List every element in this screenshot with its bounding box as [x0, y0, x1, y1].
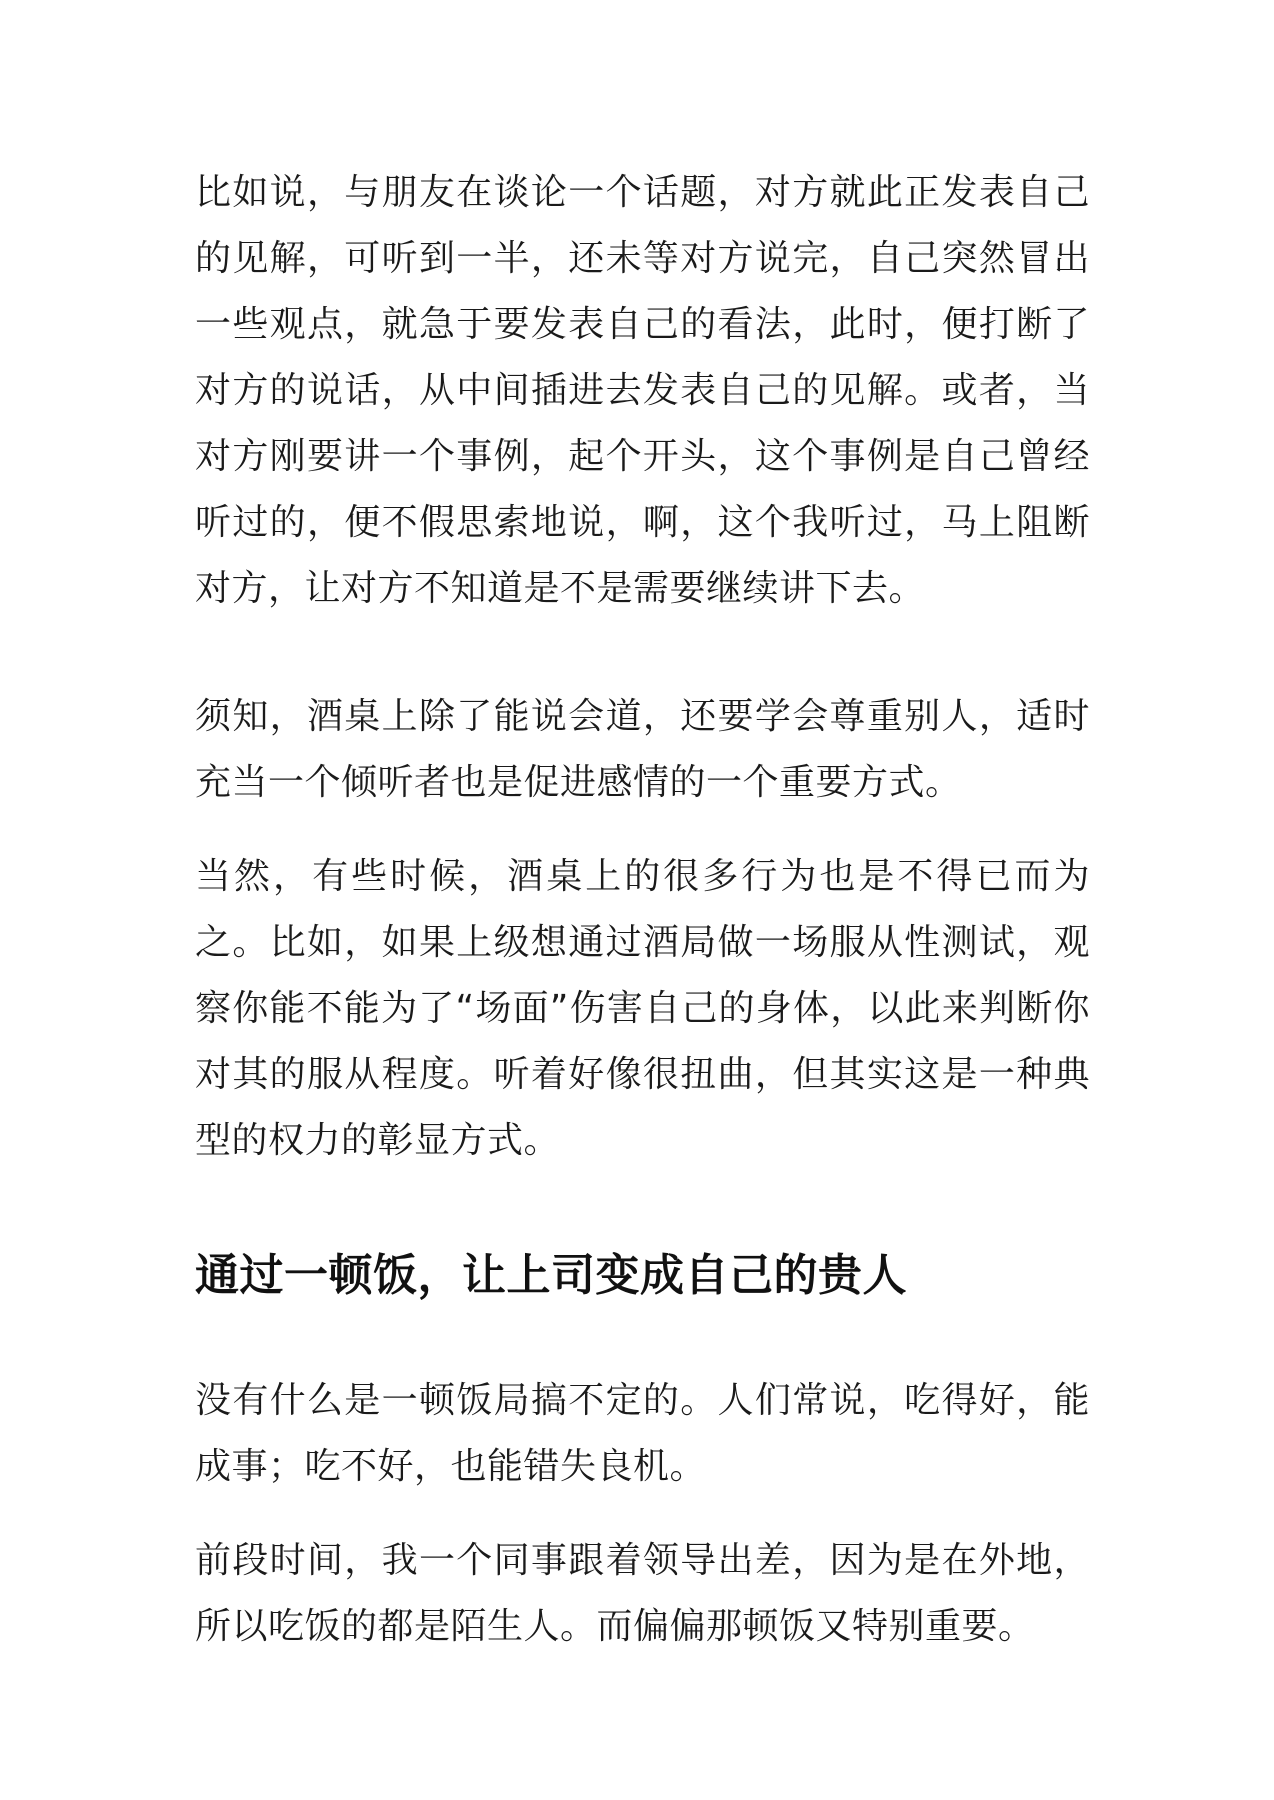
paragraph-business-trip: 前段时间，我一个同事跟着领导出差，因为是在外地，所以吃饭的都是陌生人。而偏偏那顿饭又特别重要。 — [195, 1540, 1090, 1647]
paragraph-meal-importance: 没有什么是一顿饭局搞不定的。人们常说，吃得好，能成事；吃不好，也能错失良机。 — [195, 1380, 1090, 1487]
section-heading: 通过一顿饭，让上司变成自己的贵人 — [195, 1250, 907, 1301]
paragraph-listening: 须知，酒桌上除了能说会道，还要学会尊重别人，适时充当一个倾听者也是促进感情的一个重要方式。 — [195, 696, 1090, 803]
document-page — [195, 160, 1090, 1660]
paragraph-interrupting-example: 比如说，与朋友在谈论一个话题，对方就此正发表自己的见解，可听到一半，还未等对方说完，自己突然冒出一些观点，就急于要发表自己的看法，此时，便打断了对方的说话，从中间插进去发表自己的见解。或者，当对方刚要讲一个事例，起个开头，这个事例是自己曾经听过的，便不假思索地说，啊，这个我听过，马上阻断对方，让对方不知道是不是需要继续讲下去。 — [195, 172, 1090, 609]
paragraph-obedience-test: 当然，有些时候，酒桌上的很多行为也是不得已而为之。比如，如果上级想通过酒局做一场服从性测试，观察你能不能为了“场面”伤害自己的身体，以此来判断你对其的服从程度。听着好像很扭曲，但其实这是一种典型的权力的彰显方式。 — [195, 856, 1090, 1161]
